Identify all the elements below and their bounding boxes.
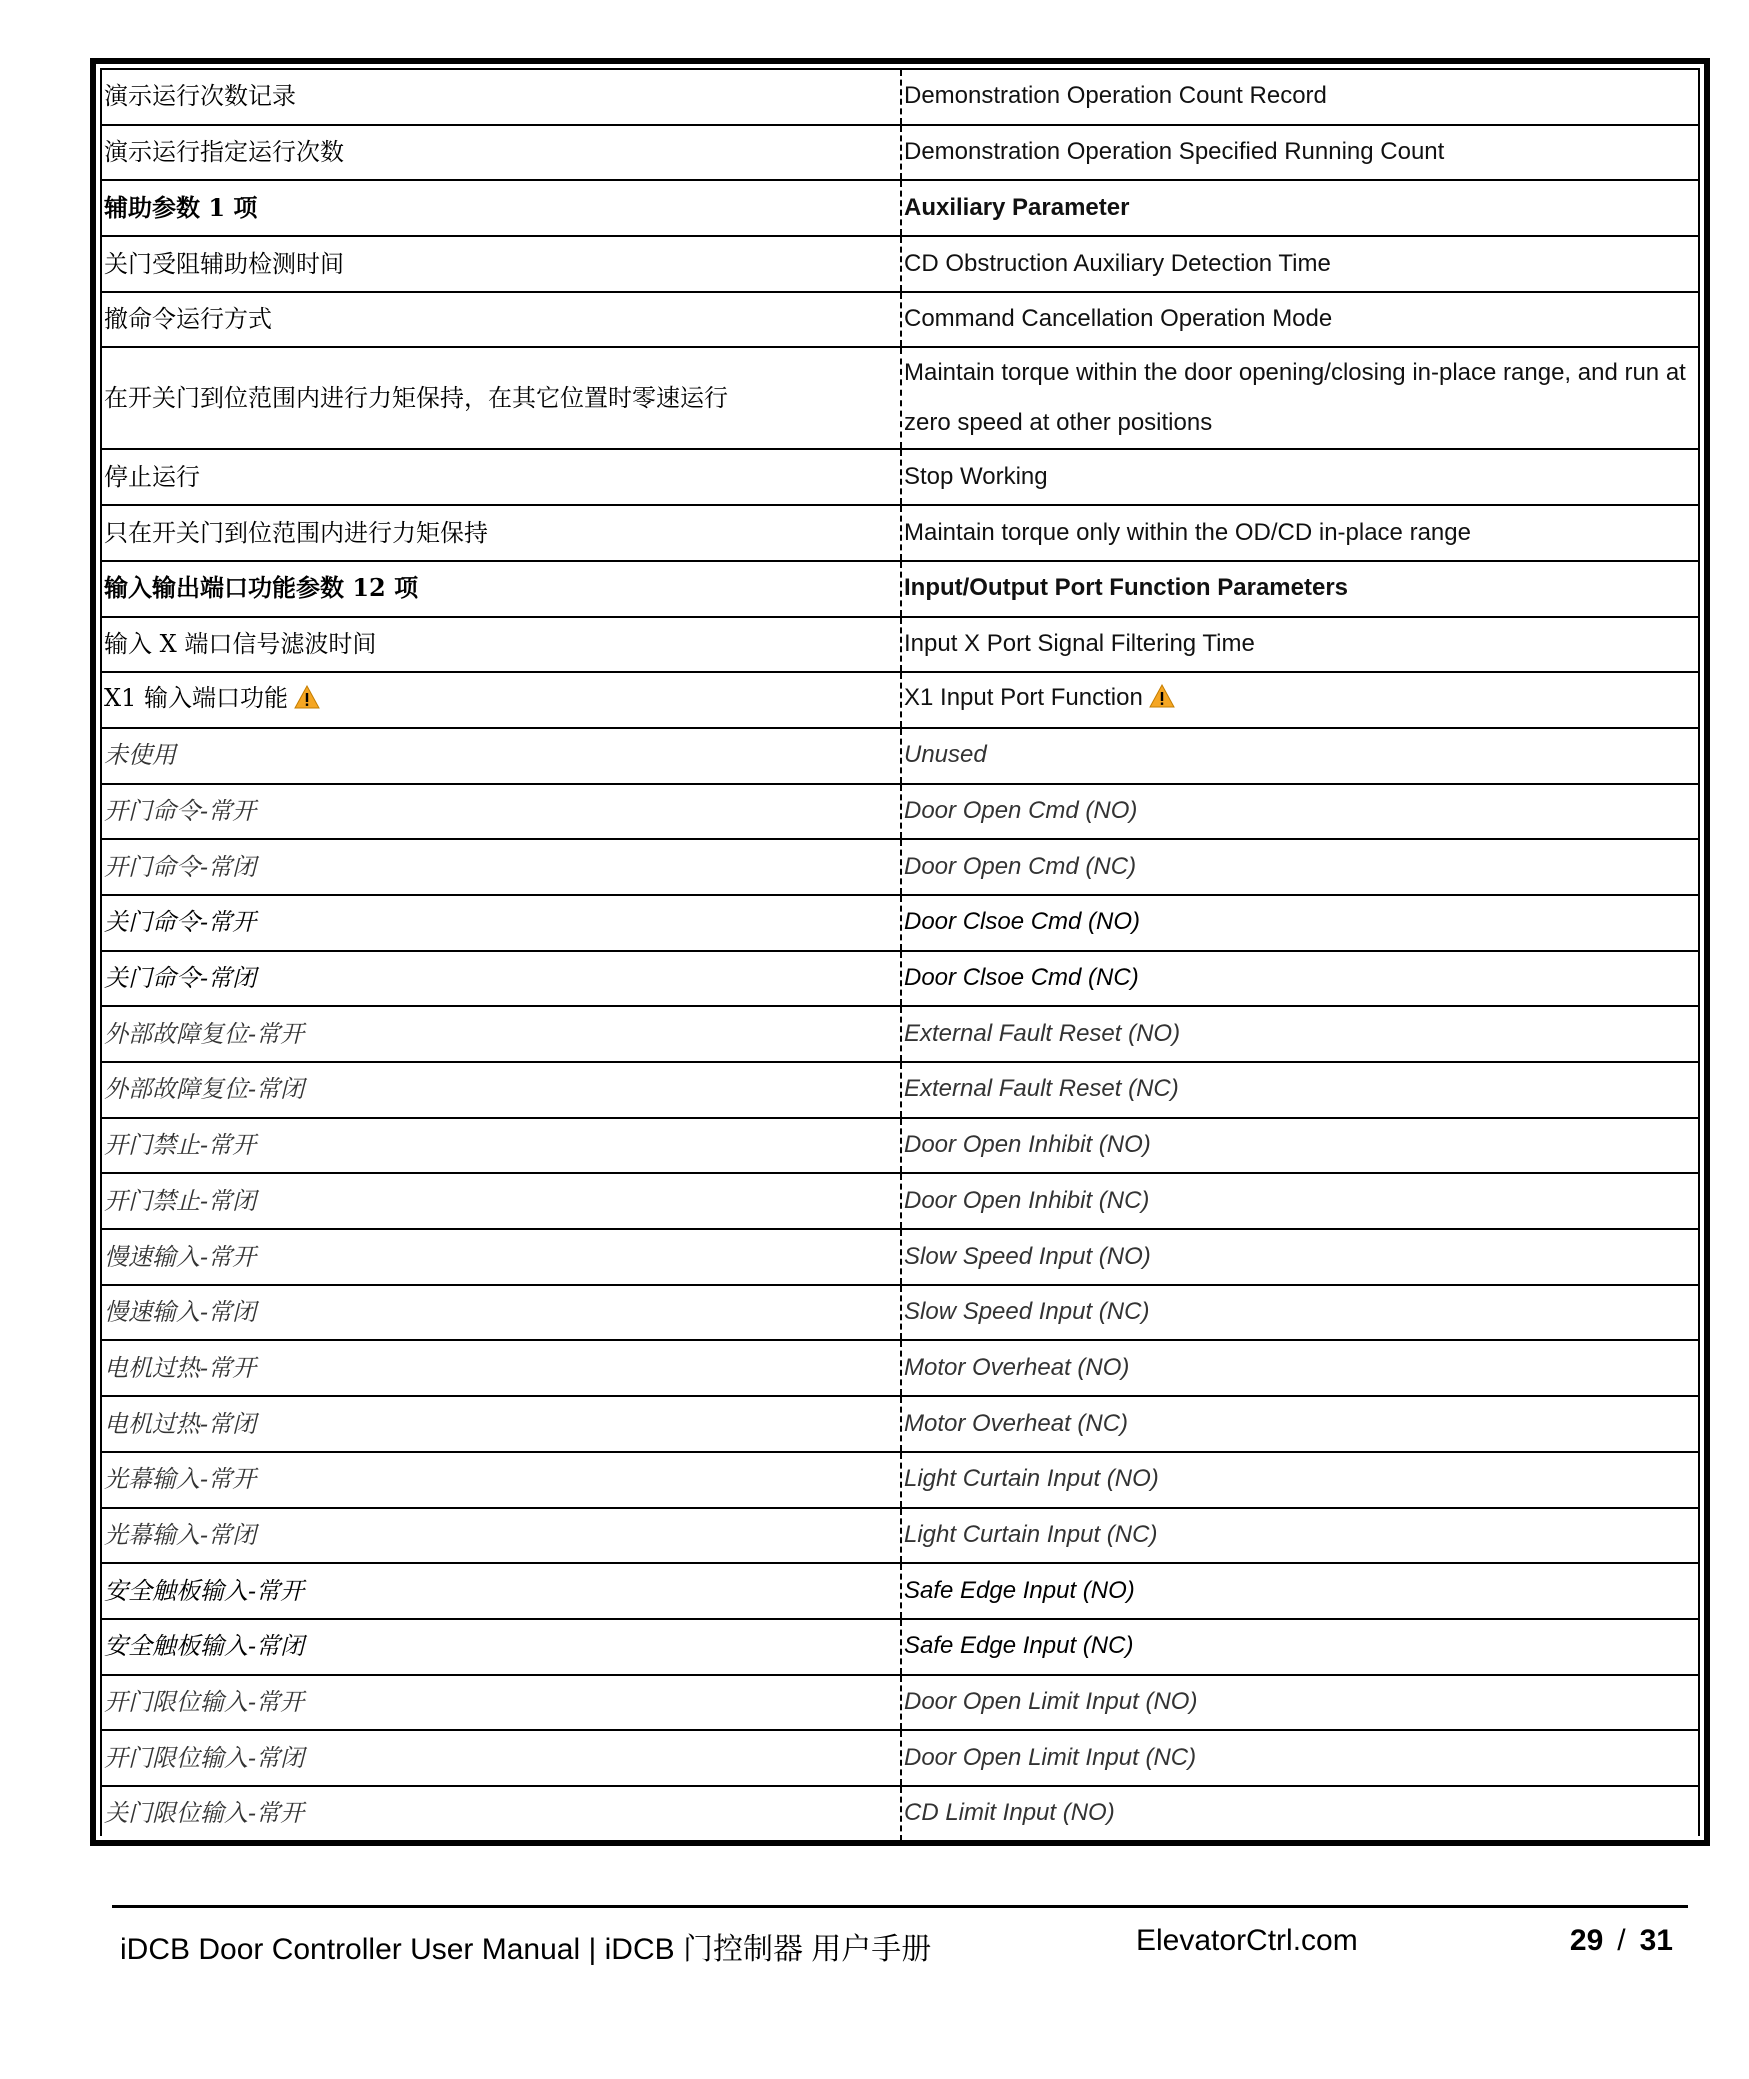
en-cell: Door Open Cmd (NO): [901, 784, 1698, 840]
footer-manual-title: iDCB Door Controller User Manual | iDCB 门控制器 用户手册: [120, 1933, 932, 1966]
page-current: 29: [1569, 1924, 1604, 1957]
page-number: [1570, 1924, 1673, 1958]
zh-cell: 开门命令-常开: [102, 784, 901, 840]
en-cell: Unused: [901, 728, 1698, 784]
en-cell: Door Clsoe Cmd (NO): [901, 895, 1698, 951]
zh-cell: 慢速输入-常闭: [102, 1285, 901, 1341]
parameter-table-frame: [90, 58, 1710, 1846]
en-cell: CD Limit Input (NO): [901, 1786, 1698, 1842]
en-cell: CD Obstruction Auxiliary Detection Time: [901, 236, 1698, 292]
zh-cell: 慢速输入-常开: [102, 1229, 901, 1285]
zh-cell: 关门限位输入-常开: [102, 1786, 901, 1842]
zh-cell: 安全触板输入-常开: [102, 1563, 901, 1619]
zh-cell-text: X1 输入端口功能: [104, 684, 288, 713]
footer-divider: [112, 1905, 1688, 1908]
zh-cell: 关门命令-常闭: [102, 951, 901, 1007]
table-row: [102, 1452, 1698, 1508]
zh-cell: 安全触板输入-常闭: [102, 1619, 901, 1675]
zh-cell: 开门命令-常闭: [102, 839, 901, 895]
zh-cell: 开门禁止-常闭: [102, 1173, 901, 1229]
zh-cell: 电机过热-常闭: [102, 1396, 901, 1452]
table-row: [102, 449, 1698, 505]
en-cell: Light Curtain Input (NO): [901, 1452, 1698, 1508]
table-row: [102, 839, 1698, 895]
zh-cell: 撤命令运行方式: [102, 292, 901, 348]
table-row: [102, 347, 1698, 449]
table-row: [102, 70, 1698, 125]
table-row: [102, 1786, 1698, 1842]
table-row: [102, 125, 1698, 181]
en-cell: Command Cancellation Operation Mode: [901, 292, 1698, 348]
page-separator: /: [1617, 1924, 1626, 1957]
table-row: [102, 505, 1698, 561]
table-row: [102, 1508, 1698, 1564]
zh-cell: 输入 X 端口信号滤波时间: [102, 617, 901, 673]
zh-cell: 只在开关门到位范围内进行力矩保持: [102, 505, 901, 561]
table-row: [102, 1062, 1698, 1118]
table-row: [102, 1619, 1698, 1675]
en-cell: Safe Edge Input (NC): [901, 1619, 1698, 1675]
en-cell: Demonstration Operation Count Record: [901, 70, 1698, 125]
section-header-row: [102, 180, 1698, 236]
table-row: [102, 728, 1698, 784]
en-cell: Motor Overheat (NC): [901, 1396, 1698, 1452]
en-cell: Input X Port Signal Filtering Time: [901, 617, 1698, 673]
zh-cell: 光幕输入-常开: [102, 1452, 901, 1508]
table-row: [102, 895, 1698, 951]
table-row: [102, 1118, 1698, 1174]
table-row: [102, 1340, 1698, 1396]
en-cell: Light Curtain Input (NC): [901, 1508, 1698, 1564]
en-cell: Safe Edge Input (NO): [901, 1563, 1698, 1619]
en-cell: Maintain torque within the door opening/closing in-place range, and run at zero speed at other positions: [901, 347, 1698, 449]
table-row: [102, 1006, 1698, 1062]
zh-cell: 演示运行次数记录: [102, 70, 901, 125]
zh-cell: 电机过热-常开: [102, 1340, 901, 1396]
en-cell: Demonstration Operation Specified Running Count: [901, 125, 1698, 181]
section-header-row: [102, 561, 1698, 617]
table-row: [102, 672, 1698, 728]
en-cell-text: X1 Input Port Function: [904, 684, 1143, 712]
en-cell: Door Open Cmd (NC): [901, 839, 1698, 895]
zh-cell: [102, 672, 901, 728]
table-row: [102, 1229, 1698, 1285]
en-cell: Auxiliary Parameter: [901, 180, 1698, 236]
table-row: [102, 784, 1698, 840]
parameter-table-inner: [100, 68, 1700, 1836]
zh-cell: 辅助参数 1 项: [102, 180, 901, 236]
table-row: [102, 1173, 1698, 1229]
zh-cell: 开门限位输入-常闭: [102, 1730, 901, 1786]
table-row: [102, 1675, 1698, 1731]
en-cell: Door Clsoe Cmd (NC): [901, 951, 1698, 1007]
zh-cell: 开门限位输入-常开: [102, 1675, 901, 1731]
table-row: [102, 1563, 1698, 1619]
table-row: [102, 292, 1698, 348]
en-cell: Motor Overheat (NO): [901, 1340, 1698, 1396]
en-cell: [901, 672, 1698, 728]
table-row: [102, 1285, 1698, 1341]
zh-cell: 外部故障复位-常开: [102, 1006, 901, 1062]
en-cell: Door Open Inhibit (NO): [901, 1118, 1698, 1174]
parameter-table: [102, 70, 1698, 1843]
zh-cell: 外部故障复位-常闭: [102, 1062, 901, 1118]
zh-cell: 关门受阻辅助检测时间: [102, 236, 901, 292]
table-row: [102, 236, 1698, 292]
zh-cell: 光幕输入-常闭: [102, 1508, 901, 1564]
en-cell: Slow Speed Input (NC): [901, 1285, 1698, 1341]
table-row: [102, 1396, 1698, 1452]
zh-cell: 开门禁止-常开: [102, 1118, 901, 1174]
en-cell: Stop Working: [901, 449, 1698, 505]
zh-cell: 演示运行指定运行次数: [102, 125, 901, 181]
en-cell: Slow Speed Input (NO): [901, 1229, 1698, 1285]
table-row: [102, 1730, 1698, 1786]
en-cell: Door Open Inhibit (NC): [901, 1173, 1698, 1229]
zh-cell: 未使用: [102, 728, 901, 784]
warning-icon: [1149, 684, 1175, 716]
zh-cell: 关门命令-常开: [102, 895, 901, 951]
table-row: [102, 951, 1698, 1007]
en-cell: Door Open Limit Input (NC): [901, 1730, 1698, 1786]
zh-cell: 在开关门到位范围内进行力矩保持，在其它位置时零速运行: [102, 347, 901, 449]
en-cell: External Fault Reset (NC): [901, 1062, 1698, 1118]
page-total: 31: [1639, 1924, 1673, 1957]
warning-icon: [294, 685, 320, 716]
zh-cell: 输入输出端口功能参数 12 项: [102, 561, 901, 617]
en-cell: Door Open Limit Input (NO): [901, 1675, 1698, 1731]
en-cell: Maintain torque only within the OD/CD in-place range: [901, 505, 1698, 561]
en-cell: External Fault Reset (NO): [901, 1006, 1698, 1062]
table-row: [102, 617, 1698, 673]
en-cell: Input/Output Port Function Parameters: [901, 561, 1698, 617]
zh-cell: 停止运行: [102, 449, 901, 505]
footer-website: ElevatorCtrl.com: [1136, 1924, 1358, 1957]
